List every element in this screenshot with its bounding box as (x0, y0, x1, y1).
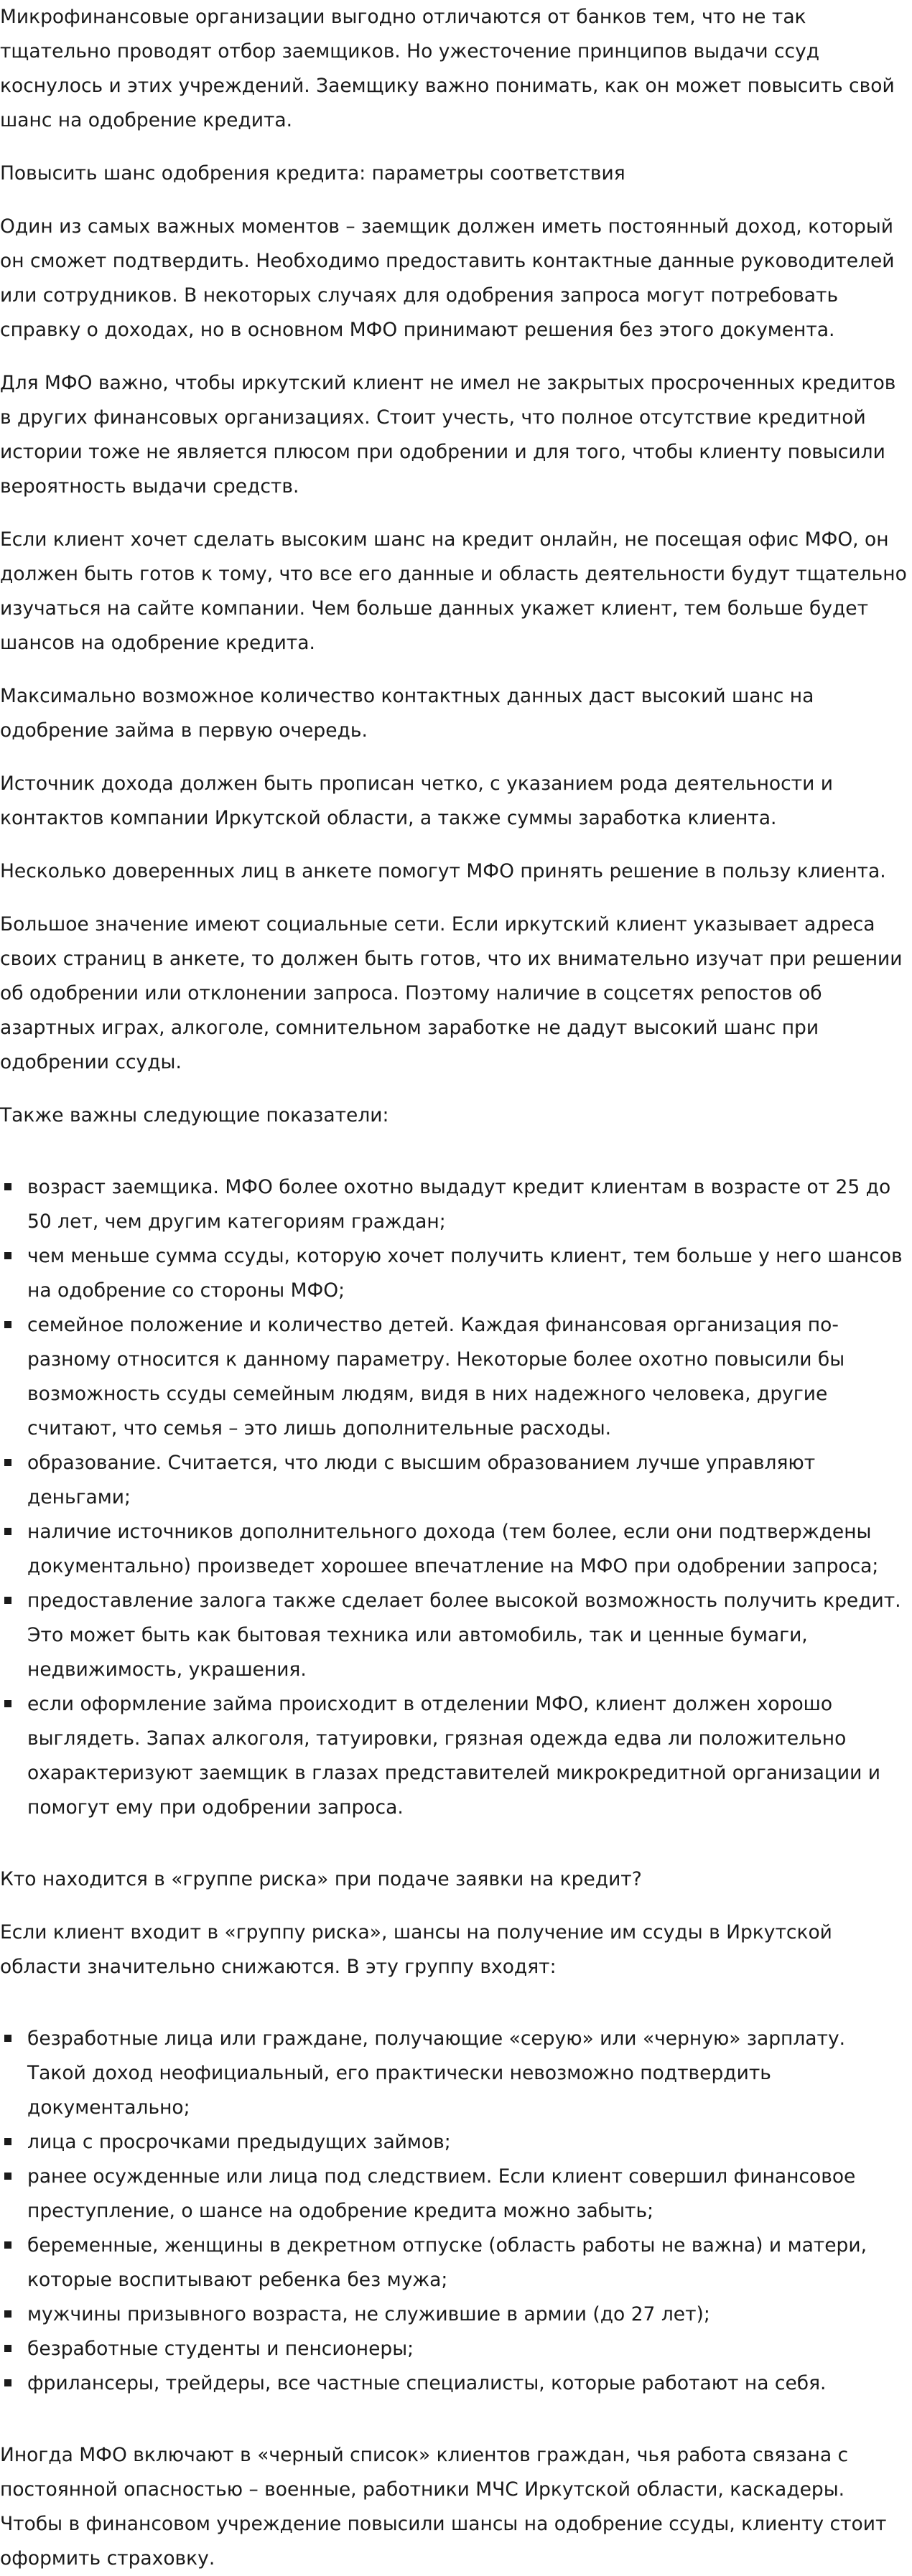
bullet-icon (4, 2035, 11, 2042)
list-item: возраст заемщика. МФО более охотно выдадут кредит клиентам в возрасте от 25 до 50 лет, чем другим категориям граждан; (0, 1170, 909, 1239)
intro-paragraph: Микрофинансовые организации выгодно отличаются от банков тем, что не так тщательно проводят отбор заемщиков. Но ужесточение принципов выдачи ссуд коснулось и этих учреждений. Заемщику важно понимать, как он может повысить свой шанс на одобрение кредита. (0, 6, 895, 131)
bullet-icon (4, 2173, 11, 2180)
paragraph-income: Один из самых важных моментов – заемщик должен иметь постоянный доход, который он сможет подтвердить. Необходимо предоставить контактные данные руководителей или сотрудников. В некоторых случаях для одобрения запроса могут потребовать справку о доходах, но в основном МФО принимают решения без этого документа. (0, 215, 895, 341)
bullet-icon (4, 2310, 11, 2318)
bullet-icon (4, 1597, 11, 1604)
paragraph-online-loan: Если клиент хочет сделать высоким шанс на кредит онлайн, не посещая офис МФО, он должен быть готов к тому, что все его данные и область деятельности будут тщательно изучаться на сайте компании. Чем больше данных укажет клиент, тем больше будет шансов на одобрение кредита. (0, 528, 907, 654)
list-item: чем меньше сумма ссуды, которую хочет получить клиент, тем больше у него шансов на одобрение со стороны МФО; (0, 1239, 909, 1308)
list-item: наличие источников дополнительного дохода (тем более, если они подтверждены документально) произведет хорошее впечатление на МФО при одобрении запроса; (0, 1515, 909, 1584)
list-item: фрилансеры, трейдеры, все частные специалисты, которые работают на себя. (0, 2366, 909, 2401)
list-item: семейное положение и количество детей. Каждая финансовая организация по-разному относится к данному параметру. Некоторые более охотно повысили бы возможность ссуды семейным людям, видя в них надежного человека, другие считают, что семья – это лишь дополнительные расходы. (0, 1308, 909, 1446)
list-item: лица с просрочками предыдущих займов; (0, 2125, 909, 2160)
bullet-icon (4, 1252, 11, 1259)
paragraph-risk-group-intro: Если клиент входит в «группу риска», шансы на получение им ссуды в Иркутской области значительно снижаются. В эту группу входят: (0, 1921, 832, 1978)
bullet-icon (4, 1183, 11, 1190)
bullet-icon (4, 2345, 11, 2352)
list-item: безработные студенты и пенсионеры; (0, 2332, 909, 2366)
paragraph-credit-history: Для МФО важно, чтобы иркутский клиент не имел не закрытых просроченных кредитов в других финансовых организациях. Стоит учесть, что полное отсутствие кредитной истории тоже не является плюсом при одобрении и для того, чтобы клиенту повысили вероятность выдачи средств. (0, 372, 896, 498)
bullet-icon (4, 2241, 11, 2249)
paragraph-trusted-persons: Несколько доверенных лиц в анкете помогут МФО принять решение в пользу клиента. (0, 860, 886, 882)
list-item: безработные лица или граждане, получающие «серую» или «черную» зарплату. Такой доход неофициальный, его практически невозможно подтвердить документально; (0, 2022, 909, 2125)
paragraph-contacts: Максимально возможное количество контактных данных даст высокий шанс на одобрение займа в первую очередь. (0, 685, 814, 742)
paragraph-income-source: Источник дохода должен быть прописан четко, с указанием рода деятельности и контактов компании Иркутской области, а также суммы заработка клиента. (0, 773, 833, 829)
list-item: предоставление залога также сделает более высокой возможность получить кредит. Это может быть как бытовая техника или автомобиль, так и ценные бумаги, недвижимость, украшения. (0, 1584, 909, 1687)
list-item: мужчины призывного возраста, не служившие в армии (до 27 лет); (0, 2297, 909, 2332)
list-item: образование. Считается, что люди с высшим образованием лучше управляют деньгами; (0, 1446, 909, 1515)
bullet-icon (4, 1700, 11, 1707)
list-item: если оформление займа происходит в отделении МФО, клиент должен хорошо выглядеть. Запах алкоголя, татуировки, грязная одежда едва ли положительно охарактеризуют заемщик в глазах представителей микрокредитной организации и помогут ему при одобрении запроса. (0, 1687, 909, 1825)
list-item: ранее осужденные или лица под следствием. Если клиент совершил финансовое преступление, о шансе на одобрение кредита можно забыть; (0, 2160, 909, 2229)
bullet-icon (4, 2379, 11, 2386)
indicators-list (0, 1170, 909, 1825)
bullet-icon (4, 1528, 11, 1535)
paragraph-indicators-intro: Также важны следующие показатели: (0, 1104, 389, 1126)
risk-group-list (0, 2022, 909, 2401)
section-heading-approval: Повысить шанс одобрения кредита: параметры соответствия (0, 162, 625, 185)
list-item: беременные, женщины в декретном отпуске (область работы не важна) и матери, которые воспитывают ребенка без мужа; (0, 2229, 909, 2297)
bullet-icon (4, 1459, 11, 1466)
paragraph-blacklist: Иногда МФО включают в «черный список» клиентов граждан, чья работа связана с постоянной опасностью – военные, работники МЧС Иркутской области, каскадеры. Чтобы в финансовом учреждение повысили шансы на одобрение ссуды, клиенту стоит оформить страховку. (0, 2444, 887, 2570)
paragraph-social-networks: Большое значение имеют социальные сети. Если иркутский клиент указывает адреса своих страниц в анкете, то должен быть готов, что их внимательно изучат при решении об одобрении или отклонении запроса. Поэтому наличие в соцсетях репостов об азартных играх, алкоголе, сомнительном заработке не дадут высокий шанс при одобрении ссуды. (0, 913, 903, 1073)
bullet-icon (4, 2138, 11, 2145)
bullet-icon (4, 1321, 11, 1328)
section-heading-risk-group: Кто находится в «группе риска» при подаче заявки на кредит? (0, 1868, 642, 1890)
